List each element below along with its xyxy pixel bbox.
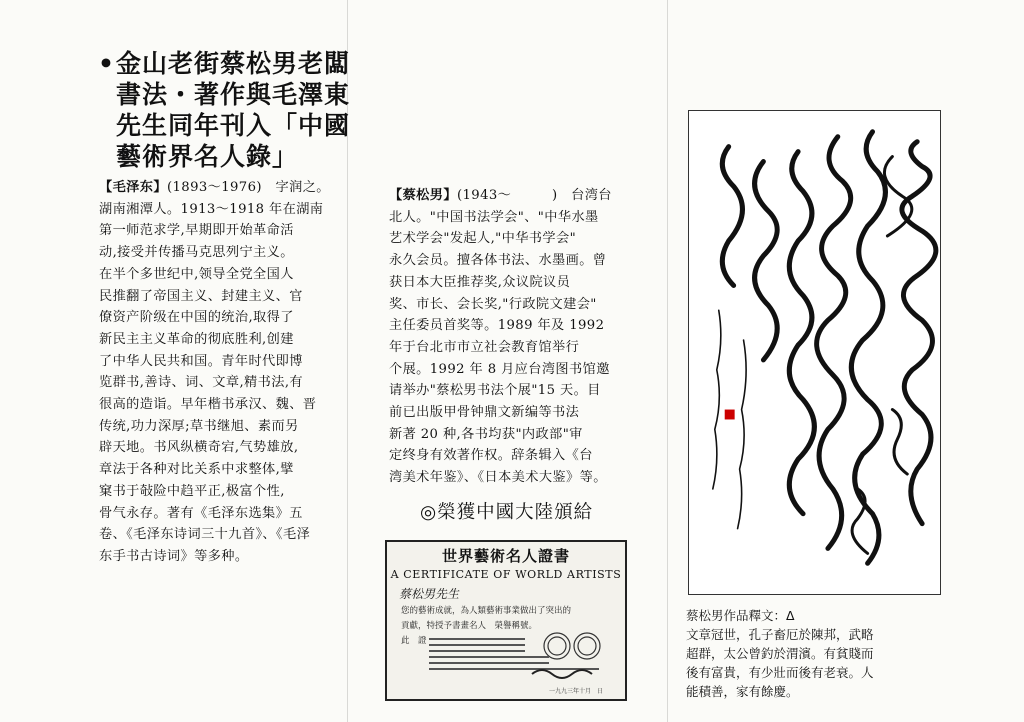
mao-line: 东手书古诗词》等多种。 xyxy=(99,548,249,564)
headline-line: 金山老街蔡松男老闆 xyxy=(116,49,351,78)
mao-line: 了中华人民共和国。青年时代即博 xyxy=(99,353,303,369)
mao-line: 章法于各种对比关系中求整体,擘 xyxy=(99,462,294,478)
headline-line: 藝術界名人錄」 xyxy=(116,142,299,171)
mao-line: 湖南湘潭人。1913～1918 年在湖南 xyxy=(99,201,324,217)
certificate-line: 貢獻，特授予書畫名人 榮譽稱號。 xyxy=(401,621,538,631)
caption-line: 能積善，家有餘慶。 xyxy=(686,684,799,699)
certificate-date: 一九九三年十月 日 xyxy=(548,688,603,695)
mao-line: 新民主主义革命的彻底胜利,创建 xyxy=(99,331,294,347)
headline-bullet: • xyxy=(98,49,115,78)
tsai-line: 请举办"蔡松男书法个展"15 天。目 xyxy=(389,383,601,399)
certificate-title-cn: 世界藝術名人證書 xyxy=(441,547,570,565)
award-title: ◎榮獲中國大陸頒給 xyxy=(420,502,594,523)
tsai-line: 定终身有效著作权。辞条辑入《台 xyxy=(389,448,593,464)
caption-line: 蔡松男作品釋文：Δ xyxy=(686,608,795,623)
tsai-line: 艺术学会"发起人,"中华书学会" xyxy=(389,231,577,247)
tsai-line: 主任委员首奖等。1989 年及 1992 xyxy=(389,318,605,334)
certificate-line: 您的藝術成就，為人類藝術事業做出了突出的 xyxy=(401,606,572,616)
tsai-line: 奖、市长、会长奖,"行政院文建会" xyxy=(389,296,597,312)
certificate-seals-image xyxy=(427,630,617,680)
tsai-line: 湾美术年鉴》、《日本美术大鉴》等。 xyxy=(389,470,607,486)
mao-line: 僚资产阶级在中国的统治,取得了 xyxy=(99,310,294,326)
mao-line: 骨气永存。著有《毛泽东选集》五 xyxy=(99,505,303,521)
certificate-line: 此 證 xyxy=(401,636,427,646)
mao-line: 民推翻了帝国主义、封建主义、官 xyxy=(99,288,303,304)
mao-line: 第一师范求学,早期即开始革命活 xyxy=(99,223,294,239)
tsai-line: 个展。1992 年 8 月应台湾图书馆邀 xyxy=(389,361,610,377)
tsai-line: 年于台北市市立社会教育馆举行 xyxy=(389,339,580,355)
mao-line: 传统,功力深厚;草书继旭、素而另 xyxy=(99,418,299,434)
tsai-name: 【蔡松男】 xyxy=(389,188,457,203)
certificate-title-en: A CERTIFICATE OF WORLD ARTISTS xyxy=(390,568,622,581)
mao-line: 很高的造诣。早年楷书承汉、魏、晋 xyxy=(99,397,317,413)
calligraphy-artwork-image xyxy=(688,110,941,595)
certificate-recipient: 蔡松男先生 xyxy=(399,587,460,601)
tsai-entry xyxy=(389,185,639,489)
tsai-line: 获日本大臣推荐奖,众议院议员 xyxy=(389,274,571,290)
caption-line: 後有富貴，有少壯而後有老衰。人 xyxy=(686,665,874,680)
tsai-line: 永久会员。擅各体书法、水墨画。曾 xyxy=(389,253,607,269)
tsai-line: 前已出版甲骨钟鼎文新编等书法 xyxy=(389,405,580,421)
mao-entry xyxy=(99,177,344,568)
mao-line: 动,接受并传播马克思列宁主义。 xyxy=(99,245,294,261)
page-fold-right xyxy=(667,0,668,722)
headline-line: 先生同年刊入「中國 xyxy=(116,111,351,140)
mao-line: 卷、《毛泽东诗词三十九首》、《毛泽 xyxy=(99,527,311,543)
caption-line: 超群，太公曾釣於渭濱。有貧賤而 xyxy=(686,646,874,661)
caption-line: 文章冠世，孔子畜厄於陳邦，武略 xyxy=(686,627,874,642)
headline-line: 書法・著作與毛澤東 xyxy=(116,80,351,109)
mao-line: 辟天地。书风纵横奇宕,气势雄放, xyxy=(99,440,299,456)
mao-line: 览群书,善诗、词、文章,精书法,有 xyxy=(99,375,303,391)
headline xyxy=(98,48,351,172)
calligraphy-caption xyxy=(686,606,951,701)
tsai-line: (1943～ ) 台湾台 xyxy=(456,188,612,203)
mao-line: 窠书于敧险中趋平正,极富个性, xyxy=(99,483,285,499)
world-artists-certificate xyxy=(385,540,627,701)
mao-name: 【毛泽东】 xyxy=(99,180,167,195)
mao-line: 在半个多世纪中,领导全党全国人 xyxy=(99,266,294,282)
tsai-line: 北人。"中国书法学会"、"中华水墨 xyxy=(389,209,599,225)
tsai-line: 新著 20 种,各书均获"内政部"审 xyxy=(389,426,583,442)
mao-line: (1893～1976) 字润之。 xyxy=(166,180,330,195)
